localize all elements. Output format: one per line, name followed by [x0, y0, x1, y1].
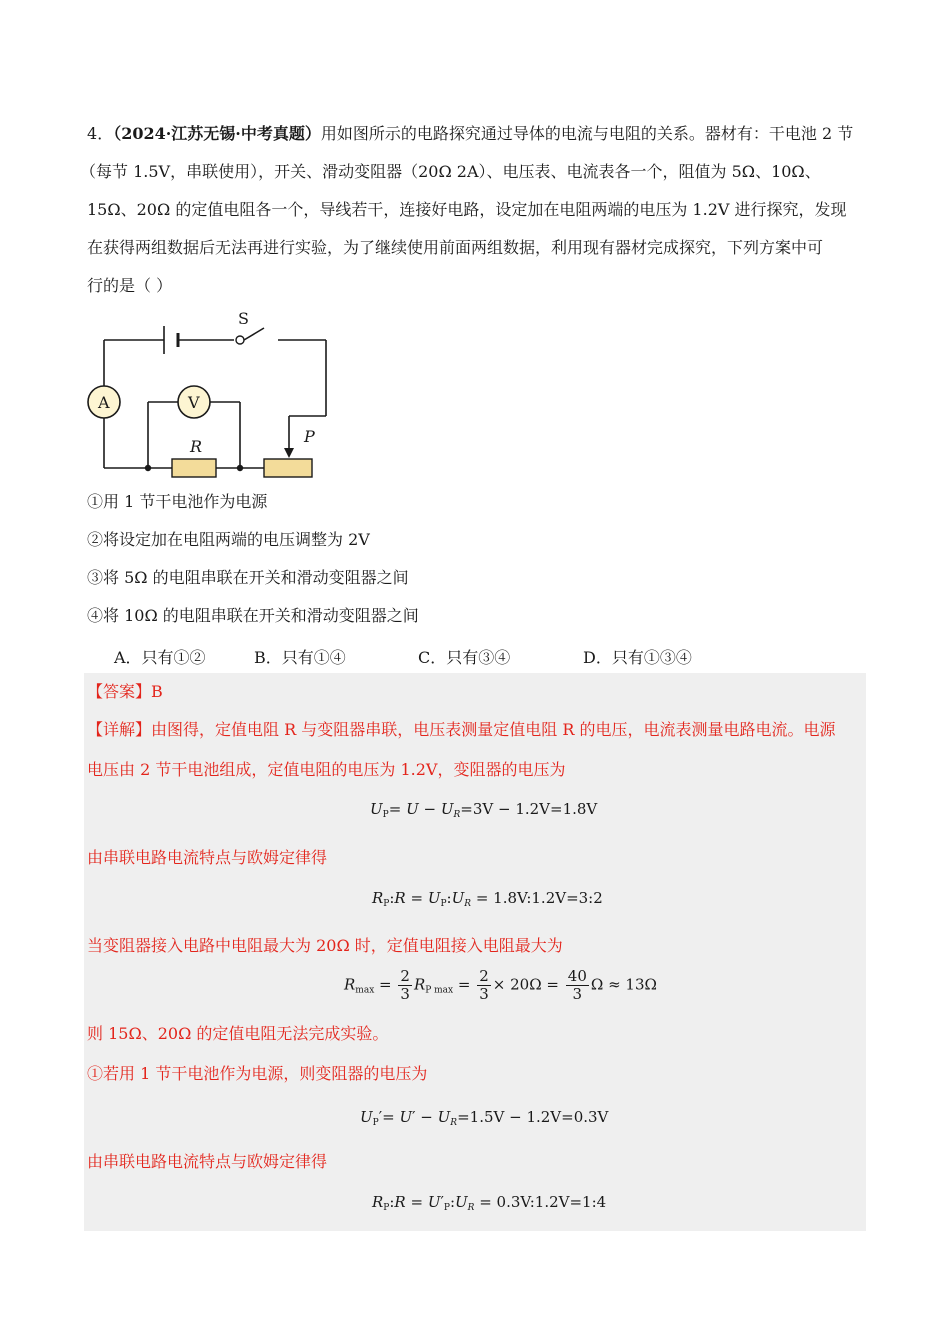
fixed-resistor	[172, 459, 216, 477]
detail-tag: 【详解】	[87, 720, 152, 739]
junction-right	[237, 465, 243, 471]
statement-2: ②将设定加在电阻两端的电压调整为 2V	[87, 530, 370, 549]
voltmeter-label: V	[188, 393, 200, 412]
fraction-two-thirds-2: $\frac{2}{3}$	[479, 967, 489, 1003]
formula-ratio-1-rest: = 1.8V:1.2V=3:2	[471, 889, 603, 907]
formula-rmax: $R_{max}$ = $\frac{2}{3}$ $R_{P max}$ = $\frac{2}{3}$ × 20Ω = $\frac{40}{3}$ Ω ≈ 13Ω	[344, 967, 657, 1003]
fraction-two-thirds-1: $\frac{2}{3}$	[400, 967, 410, 1003]
question-line-4: 在获得两组数据后无法再进行实验，为了继续使用前面两组数据，利用现有器材完成探究，下列方案中可	[87, 238, 824, 257]
question-line-1: 4．（2024·江苏无锡·中考真题）用如图所示的电路探究通过导体的电流与电阻的关系。器材有：干电池 2 节	[87, 124, 854, 143]
formula-ratio-2-rest: = 0.3V:1.2V=1:4	[474, 1193, 607, 1211]
series-text-1: 由串联电路电流特点与欧姆定律得	[87, 848, 328, 867]
formula-up-prime-rest: =1.5V − 1.2V=0.3V	[457, 1108, 609, 1126]
formula-up-rest: =3V − 1.2V=1.8V	[460, 800, 598, 818]
case-1-text: ①若用 1 节干电池作为电源，则变阻器的电压为	[87, 1064, 428, 1083]
slider-arrow-icon	[284, 448, 294, 458]
detail-line-2: 电压由 2 节干电池组成，定值电阻的电压为 1.2V，变阻器的电压为	[87, 760, 566, 779]
statement-4: ④将 10Ω 的电阻串联在开关和滑动变阻器之间	[87, 606, 419, 625]
question-number: 4	[87, 124, 98, 143]
conclusion-text: 则 15Ω、20Ω 的定值电阻无法完成实验。	[87, 1024, 389, 1043]
option-b[interactable]: B．只有①④	[254, 648, 346, 667]
formula-up-prime: $U_P'= U' - U_R=1.5V - 1.2V=0.3V$	[360, 1108, 609, 1128]
answer-label: 【答案】B	[87, 682, 163, 701]
detail-text-1: 由图得，定值电阻 R 与变阻器串联，电压表测量定值电阻 R 的电压，电流表测量电路电流。电源	[151, 720, 836, 739]
junction-left	[145, 465, 151, 471]
formula-rmax-end: Ω ≈ 13Ω	[590, 975, 657, 994]
circuit-diagram	[86, 306, 346, 486]
question-text-1: 用如图所示的电路探究通过导体的电流与电阻的关系。器材有：干电池 2 节	[320, 124, 854, 143]
statement-1: ①用 1 节干电池作为电源	[87, 492, 268, 511]
formula-rmax-mid: × 20Ω =	[492, 975, 559, 994]
switch-blade	[244, 328, 264, 340]
detail-line-1	[87, 720, 835, 740]
formula-up: $U_P= U - U_R=3V - 1.2V=1.8V$	[370, 800, 598, 820]
option-a[interactable]: A．只有①②	[114, 648, 206, 667]
slider-label: P	[304, 427, 315, 446]
question-line-3: 15Ω、20Ω 的定值电阻各一个，导线若干，连接好电路，设定加在电阻两端的电压为 1.2V 进行探究，发现	[87, 200, 847, 219]
question-line-2: （每节 1.5V，串联使用），开关、滑动变阻器（20Ω 2A）、电压表、电流表各一个，阻值为 5Ω、10Ω、	[80, 162, 821, 181]
rheostat	[264, 459, 312, 477]
max-text: 当变阻器接入电路中电阻最大为 20Ω 时，定值电阻接入电阻最大为	[87, 936, 563, 955]
statement-3: ③将 5Ω 的电阻串联在开关和滑动变阻器之间	[87, 568, 409, 587]
switch-terminal	[236, 336, 244, 344]
formula-ratio-1: $R_P:R$ = $U_P:U_R$ = 1.8V:1.2V=3:2	[372, 889, 603, 909]
option-c[interactable]: C．只有③④	[418, 648, 511, 667]
switch-label: S	[238, 309, 249, 328]
option-d[interactable]: D．只有①③④	[583, 648, 692, 667]
question-source: （2024·江苏无锡·中考真题）	[113, 124, 321, 143]
resistor-label: R	[190, 437, 203, 456]
question-line-5: 行的是（ ）	[87, 276, 173, 295]
ammeter-label: A	[98, 393, 110, 412]
fraction-forty-thirds: $\frac{40}{3}$	[567, 967, 587, 1003]
series-text-2: 由串联电路电流特点与欧姆定律得	[87, 1152, 328, 1171]
formula-ratio-2: $R_P:R$ = $U'_P:U_R$ = 0.3V:1.2V=1:4	[372, 1193, 607, 1213]
